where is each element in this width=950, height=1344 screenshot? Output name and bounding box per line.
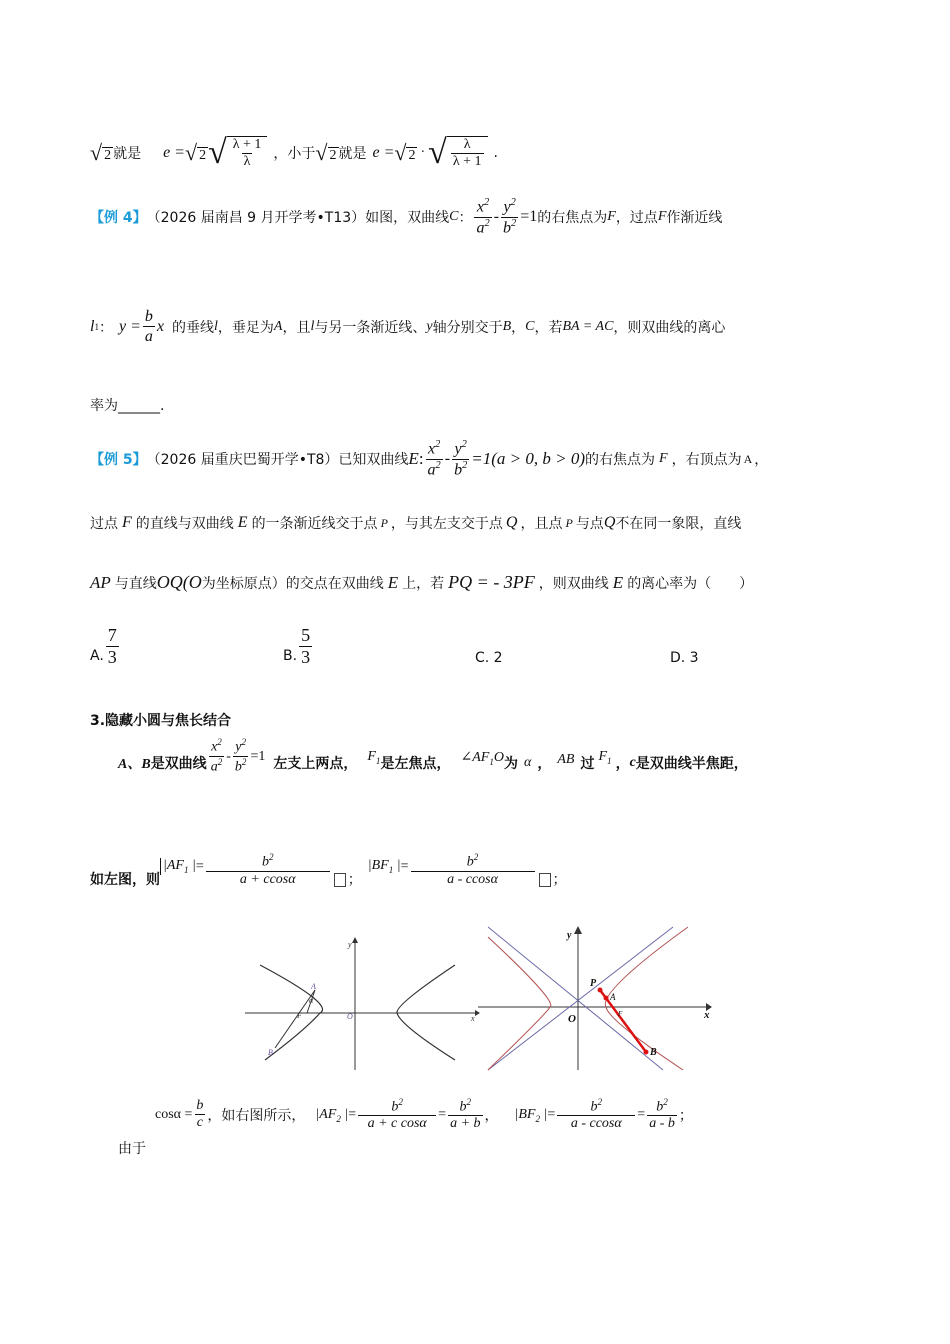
label-y: y — [567, 930, 572, 941]
label-O: O — [347, 1012, 353, 1021]
sqrt-frac-1: √ $\frac{\lambda + 1}{\lambda}$ — [208, 136, 267, 171]
example-4-line-3: 率为______. — [90, 398, 165, 414]
example-4-source: （2026 届南昌 9 月开学考•T13）如图，双曲线 — [146, 210, 450, 226]
asymptote-1 — [488, 927, 663, 1070]
sqrt-2-d: √ 2 — [394, 140, 416, 165]
option-c[interactable]: C. 2 — [475, 650, 503, 666]
e-eq-1: e = — [163, 144, 185, 161]
sqrt-2-c: √ 2 — [315, 140, 337, 165]
period: . — [493, 145, 498, 161]
section-3-line-1: A、B 是双曲线 $\frac{x^2}{a^2}$ - $\frac{y^2}{b^2}$ =1 左支上两点， $F_1$ 是左焦点， $\angle AF_1O$ 为 α ， AB 过 $F_1$ ， c 是双曲线半焦距， — [118, 737, 748, 775]
label-x: x — [471, 1014, 475, 1023]
asymptote-2 — [488, 927, 673, 1070]
section-3-title: 3.隐藏小圆与焦长结合 — [90, 713, 232, 729]
label-F1: F — [297, 1011, 302, 1020]
frac-x2-a2: $\frac{x^2}{a^2}$ — [476, 196, 490, 236]
label-P: P — [590, 978, 597, 989]
example-5-tag: 【例 5】 — [90, 452, 147, 468]
option-d[interactable]: D. 3 — [670, 650, 699, 666]
label-x: x — [704, 1009, 710, 1021]
section-3-line-2: 如左图，则 $|AF_1$ | = $\frac{b^2}{a + ccos\alpha}$ ； $|BF_1$ | = $\frac{b^2}{a - ccos\alpha}$ ； — [90, 852, 567, 888]
bottom-line: cosα = $\frac{b}{c}$ ，如右图所示， $|AF_2$ | = $\frac{b^2}{\text{a + c cosα}}$ = $\frac{b^2}{a + b}$ ， $|BF_2$ | = $\frac{b^2}{a - ccos\alpha}$ = $\frac{b^2}{a - b}$ ； — [155, 1096, 693, 1132]
youyu-text: 由于 — [118, 1141, 146, 1157]
text-jiushi: 就是 — [113, 146, 142, 162]
option-a[interactable]: A. $\frac{7}{3}$ — [90, 625, 117, 667]
sqrt-frac-2: √ $\frac{\lambda}{\lambda + 1}$ — [428, 136, 487, 171]
example-5-line-3: AP 与直线 OQ(O 为坐标原点）的交点在双曲线 E 上，若 PQ = - 3PF ，则双曲线 E 的离心率为（ ） — [90, 572, 754, 592]
example-5-line-1: 【例 5】 （2026 届重庆巴蜀开学•T8）已知双曲线 E : $\frac{x^2}{a^2}$ - $\frac{y^2}{b^2}$ =1(a > 0, b > 0) 的右焦点为 F ，右顶点为 A ， — [90, 438, 769, 478]
left-branch — [488, 937, 551, 1070]
right-branch — [605, 927, 688, 1070]
label-O: O — [568, 1013, 576, 1025]
frac-b-a: $\frac{b}{a}$ — [144, 307, 153, 346]
example-5-line-2: 过点 F 的直线与双曲线 E 的一条渐近线交于点 P ，与其左支交于点 Q ，且点 P 与点 Q 不在同一象限，直线 — [90, 514, 742, 532]
line-1: √ 2 就是 e = √ 2 √ $\frac{\lambda + 1}{\lambda}$ ，小于 √ 2 就是 e = √ 2 · √ $\frac{\lambda}{\lambda + 1}$ . — [90, 134, 498, 172]
label-A: A — [311, 982, 316, 991]
label-B: B — [268, 1048, 273, 1057]
label-alpha: α — [309, 996, 314, 1005]
label-A: A — [610, 992, 616, 1002]
frac-y2-b2: $\frac{y^2}{b^2}$ — [503, 196, 517, 236]
figure-left-hyperbola — [245, 935, 480, 1070]
example-4-line-2: l 1 ： y = $\frac{b}{a}$ x 的垂线 l ，垂足为 A ，且 l 与另一条渐近线、 y 轴分别交于 B ， C ，若 BA = AC ，则双曲线的离心 — [90, 307, 726, 346]
example-4-tag: 【例 4】 — [90, 210, 147, 226]
e-eq-2: e = — [372, 144, 395, 161]
figure-right-hyperbola — [478, 922, 718, 1072]
text-xiaoyu: ，小于 — [273, 146, 316, 162]
option-b[interactable]: B. $\frac{5}{3}$ — [283, 625, 311, 667]
text-jiushi-2: 就是 — [338, 146, 367, 162]
example-4-line-1: 【例 4】 （2026 届南昌 9 月开学考•T13）如图，双曲线 C ： $\frac{x^2}{a^2}$ - $\frac{y^2}{b^2}$ =1 的右焦点为 F ，过点 F 作渐近线 — [90, 196, 723, 236]
label-y: y — [348, 940, 352, 949]
sqrt-2-a: √ 2 — [90, 140, 112, 165]
label-B: B — [650, 1047, 657, 1058]
label-F2: F — [618, 1010, 623, 1018]
sqrt-2-b: √ 2 — [184, 140, 207, 165]
